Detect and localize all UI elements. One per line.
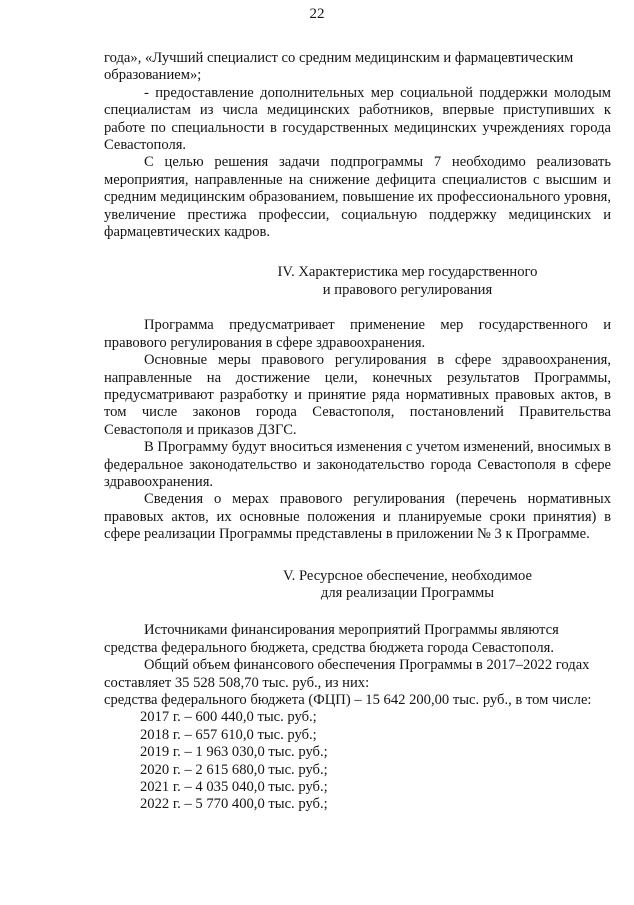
section-heading-line: для реализации Программы — [320, 584, 495, 601]
list-item: 2019 г. – 1 963 030,0 тыс. руб.; — [140, 744, 328, 761]
list-item: 2022 г. – 5 770 400,0 тыс. руб.; — [140, 796, 328, 813]
paragraph: года», «Лучший специалист со средним медицинским и фармацевтическим образованием»; — [104, 50, 574, 84]
paragraph: - предоставление дополнительных мер социальной поддержки молодым специалистам из числа медицинских работников, впервые приступивших к работе по специальности в государственных медицинских учреждениях города Севастополя. — [104, 84, 611, 154]
paragraph: Источниками финансирования мероприятий Программы являются средства федерального бюджета, средства бюджета города Севастополя. — [104, 622, 559, 656]
section-heading-4 — [104, 264, 611, 299]
section-heading-5 — [104, 568, 611, 603]
document-body — [104, 50, 611, 814]
list-item: 2018 г. – 657 610,0 тыс. руб.; — [140, 726, 317, 743]
list-item: 2020 г. – 2 615 680,0 тыс. руб.; — [140, 761, 328, 778]
list-item: 2017 г. – 600 440,0 тыс. руб.; — [140, 709, 317, 726]
paragraph: средства федерального бюджета (ФЦП) – 15 642 200,00 тыс. руб., в том числе: — [104, 692, 592, 708]
section-heading-line: V. Ресурсное обеспечение, необходимое — [283, 567, 532, 584]
paragraph: С целью решения задачи подпрограммы 7 необходимо реализовать мероприятия, направленные на снижение дефицита специалистов с высшим и средним медицинским образованием, повышение их профессионального уровня, увеличение престижа профессии, социальную поддержку медицинских и фармацевтических кадров. — [104, 154, 611, 241]
list-item: 2021 г. – 4 035 040,0 тыс. руб.; — [140, 778, 328, 795]
section-heading-line: и правового регулирования — [322, 281, 493, 298]
paragraph: В Программу будут вноситься изменения с учетом изменений, вносимых в федеральное законодательство и законодательство города Севастополя в сфере здравоохранения. — [104, 439, 611, 490]
page-number: 22 — [309, 6, 325, 22]
paragraph: Общий объем финансового обеспечения Программы в 2017–2022 годах составляет 35 528 508,70 тыс. руб., из них: — [104, 657, 590, 691]
yearly-funding-list — [104, 709, 611, 813]
paragraph: Программа предусматривает применение мер государственного и правового регулирования в сфере здравоохранения. — [104, 317, 611, 351]
paragraph: Основные меры правового регулирования в сфере здравоохранения, направленные на достижение цели, конечных результатов Программы, предусматривают разработку и принятие ряда нормативных правовых актов, в том числе законов города Севастополя, постановлений Правительства Севастополя и приказов ДЗГС. — [104, 352, 611, 438]
paragraph: Сведения о мерах правового регулирования (перечень нормативных правовых актов, их основные положения и планируемые сроки принятия) в сфере реализации Программы представлены в приложении № 3 к Программе. — [104, 491, 611, 543]
section-heading-line: IV. Характеристика мер государственного — [277, 264, 538, 281]
